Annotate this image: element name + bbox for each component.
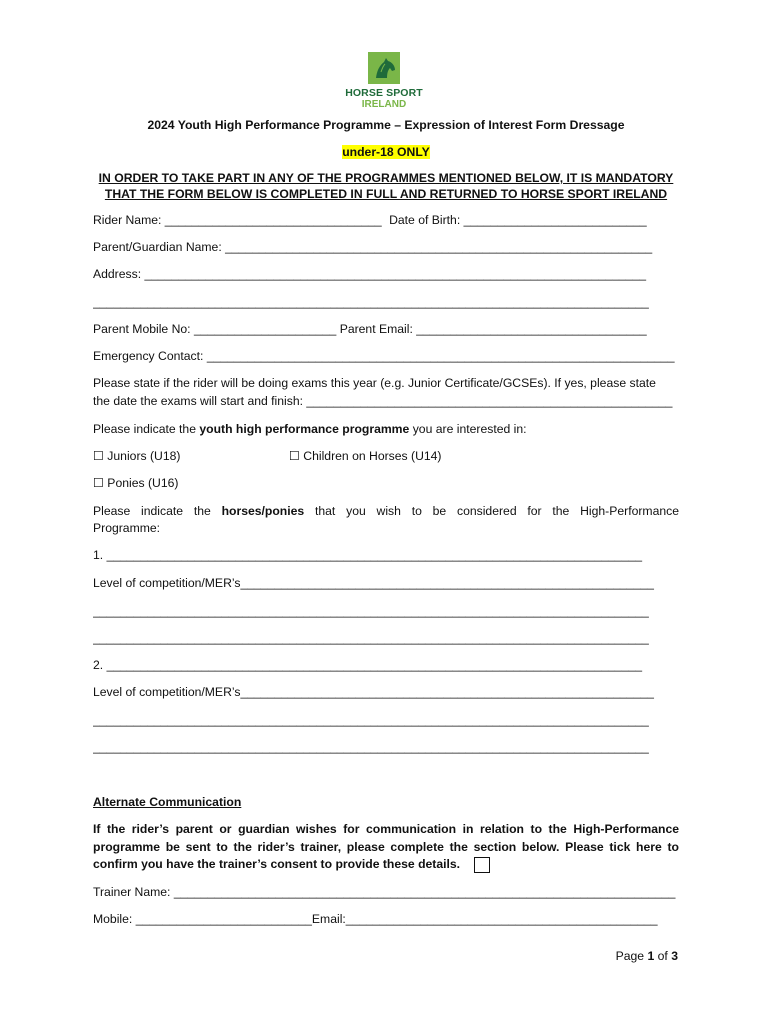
- option-children-on-horses[interactable]: ☐ Children on Horses (U14): [289, 449, 442, 463]
- alternate-paragraph-line-2: programme be sent to the rider’s trainer, please complete the section below. Please tick here to: [93, 840, 679, 854]
- entry-1-number: 1.: [93, 548, 104, 562]
- mandatory-line-2: THAT THE FORM BELOW IS COMPLETED IN FULL AND RETURNED TO HORSE SPORT IRELAND: [104, 187, 668, 201]
- entry-1-level-field[interactable]: _____________________________________________________________: [240, 576, 654, 590]
- trainer-email-label: Email:: [311, 912, 346, 926]
- entry-1-field[interactable]: _______________________________________________________________________________: [106, 548, 643, 562]
- rider-name-row: [93, 213, 679, 227]
- entry-2-level-row: [93, 685, 679, 699]
- address-label: Address:: [93, 267, 142, 281]
- trainer-mobile-label: Mobile:: [93, 912, 133, 926]
- rider-name-label: Rider Name:: [93, 213, 162, 227]
- parent-email-label: Parent Email:: [339, 322, 413, 336]
- page-number: [560, 949, 678, 963]
- guardian-label: Parent/Guardian Name:: [93, 240, 222, 254]
- entry-2-number: 2.: [93, 658, 104, 672]
- entry-2-level-label: Level of competition/MER’s: [93, 685, 241, 699]
- alternate-paragraph-line-3: [93, 857, 679, 873]
- entry-2-extra-line-2[interactable]: __________________________________________________________________________________: [93, 740, 649, 754]
- exams-row: [93, 394, 679, 408]
- parent-email-field[interactable]: __________________________________: [416, 322, 647, 336]
- emergency-label: Emergency Contact:: [93, 349, 204, 363]
- page-of: of: [657, 949, 668, 963]
- horses-question-line-1: [93, 504, 679, 518]
- address-row: [93, 267, 679, 281]
- exams-label: the date the exams will start and finish:: [93, 394, 304, 408]
- horses-bold: horses/ponies: [221, 504, 305, 518]
- horse-sport-ireland-logo: [338, 44, 430, 116]
- entry-1-extra-line-1[interactable]: __________________________________________________________________________________: [93, 604, 649, 618]
- option-ponies[interactable]: ☐ Ponies (U16): [93, 476, 179, 490]
- trainer-name-label: Trainer Name:: [93, 885, 171, 899]
- dob-field[interactable]: ___________________________: [463, 213, 647, 227]
- address-field[interactable]: __________________________________________________________________________: [144, 267, 647, 281]
- entry-2-field[interactable]: _______________________________________________________________________________: [106, 658, 643, 672]
- consent-checkbox[interactable]: [474, 857, 490, 873]
- entry-1-row: [93, 548, 679, 562]
- entry-2-level-field[interactable]: _____________________________________________________________: [240, 685, 654, 699]
- page-label: Page: [615, 949, 645, 963]
- parent-mobile-field[interactable]: _____________________: [193, 322, 337, 336]
- emergency-field[interactable]: _____________________________________________________________________: [206, 349, 675, 363]
- trainer-name-field[interactable]: __________________________________________________________________________: [173, 885, 676, 899]
- mandatory-line-1: IN ORDER TO TAKE PART IN ANY OF THE PROGRAMMES MENTIONED BELOW, IT IS MANDATORY: [98, 171, 674, 185]
- exams-field[interactable]: ______________________________________________________: [306, 394, 673, 408]
- dob-label: Date of Birth:: [389, 213, 461, 227]
- programme-suffix: you are interested in:: [409, 422, 527, 436]
- alternate-heading: Alternate Communication: [93, 795, 242, 809]
- age-note: [93, 145, 679, 159]
- horses-question-line-2: Programme:: [93, 521, 161, 535]
- trainer-email-field[interactable]: ______________________________________________: [345, 912, 658, 926]
- trainer-mobile-field[interactable]: __________________________: [135, 912, 312, 926]
- programme-options-row: [93, 449, 679, 463]
- age-note-highlight: under-18 ONLY: [342, 145, 430, 159]
- option-juniors[interactable]: ☐ Juniors (U18): [93, 449, 181, 463]
- entry-2-extra-line-1[interactable]: __________________________________________________________________________________: [93, 713, 649, 727]
- emergency-row: [93, 349, 679, 363]
- parent-mobile-label: Parent Mobile No:: [93, 322, 191, 336]
- guardian-row: [93, 240, 679, 254]
- guardian-field[interactable]: _______________________________________________________________: [225, 240, 653, 254]
- exams-line-1: Please state if the rider will be doing exams this year (e.g. Junior Certificate/GCSEs). If yes, please state: [93, 376, 656, 390]
- entry-1-extra-line-2[interactable]: __________________________________________________________________________________: [93, 631, 649, 645]
- horses-suffix: that you wish to be considered for the High-Performance: [304, 504, 679, 518]
- programme-question: [93, 422, 679, 436]
- horse-head-icon: [368, 52, 400, 84]
- address-field-line2[interactable]: __________________________________________________________________________________: [93, 295, 649, 309]
- logo-text-line2: IRELAND: [361, 99, 407, 110]
- alternate-paragraph-line-1: If the rider’s parent or guardian wishes for communication in relation to the High-Performance: [93, 822, 679, 836]
- page-current: 1: [647, 949, 655, 963]
- alternate-paragraph-text-3: confirm you have the trainer’s consent to provide these details.: [93, 857, 461, 872]
- programme-prefix: Please indicate the: [93, 422, 200, 436]
- parent-contact-row: [93, 322, 679, 336]
- page-total: 3: [671, 949, 678, 963]
- entry-1-level-label: Level of competition/MER’s: [93, 576, 241, 590]
- trainer-contact-row: [93, 912, 679, 926]
- horses-prefix: Please indicate the: [93, 504, 222, 518]
- entry-1-level-row: [93, 576, 679, 590]
- rider-name-field[interactable]: ________________________________: [164, 213, 382, 227]
- form-title: 2024 Youth High Performance Programme – Expression of Interest Form Dressage: [147, 118, 625, 132]
- logo-text-line1: HORSE SPORT: [345, 87, 423, 99]
- programme-bold: youth high performance programme: [199, 422, 410, 436]
- trainer-name-row: [93, 885, 679, 899]
- entry-2-row: [93, 658, 679, 672]
